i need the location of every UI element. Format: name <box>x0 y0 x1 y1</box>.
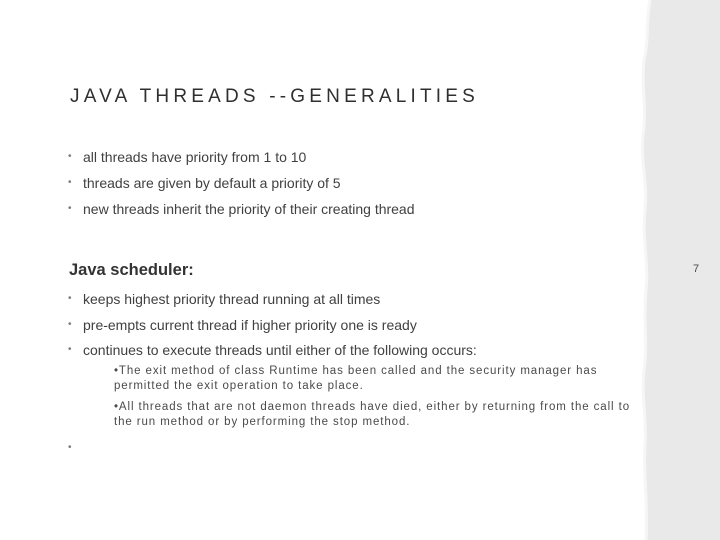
list-item-text: keeps highest priority thread running at all times <box>83 291 381 307</box>
section-heading: Java scheduler: <box>69 261 194 279</box>
list-item-text: threads are given by default a priority of 5 <box>83 175 341 191</box>
scheduler-bullet-list <box>68 291 477 368</box>
list-item-text: all threads have priority from 1 to 10 <box>83 149 307 165</box>
bullet-icon: • <box>68 203 72 214</box>
slide-title: JAVA THREADS --GENERALITIES <box>70 86 480 107</box>
list-item <box>68 149 415 175</box>
empty-bullet-icon: • <box>68 442 72 453</box>
torn-paper-edge <box>640 0 720 540</box>
priority-bullet-list <box>68 149 415 227</box>
bullet-icon: • <box>68 151 72 162</box>
sub-list-item: •All threads that are not daemon threads have died, either by returning from the call to the run method or by performing the stop method. <box>114 401 631 428</box>
bullet-icon: • <box>68 318 72 330</box>
list-item <box>68 201 415 227</box>
page-number: 7 <box>693 263 700 275</box>
list-item-text: continues to execute threads until either of the following occurs: <box>83 342 477 358</box>
exit-conditions-list <box>114 364 634 436</box>
sub-list-item: •The exit method of class Runtime has been called and the security manager has permitted the exit operation to take place. <box>114 365 598 392</box>
list-item-text: pre-empts current thread if higher priority one is ready <box>83 316 417 333</box>
bullet-icon: • <box>68 344 72 355</box>
list-item-text: new threads inherit the priority of their creating thread <box>83 201 415 217</box>
list-item <box>68 291 477 317</box>
list-item <box>68 175 415 201</box>
bullet-icon: • <box>68 293 72 304</box>
bullet-icon: • <box>68 177 72 188</box>
list-item <box>68 317 477 343</box>
